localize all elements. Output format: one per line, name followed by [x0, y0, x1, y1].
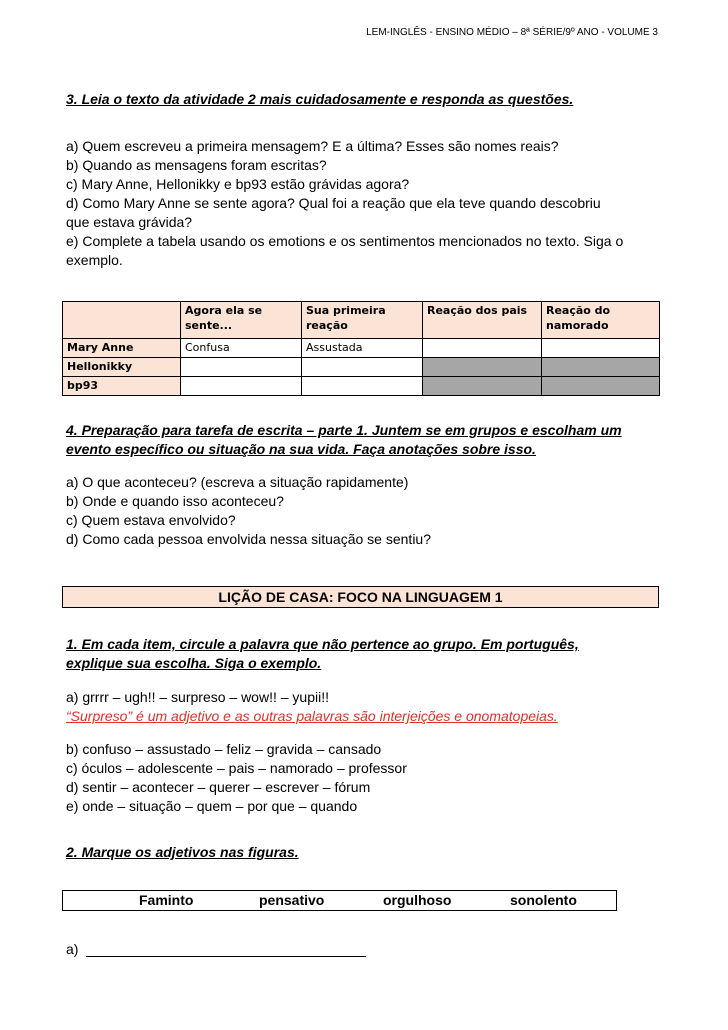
homework-1-title: [66, 635, 579, 673]
question-3-item: e) Complete a tabela usando os emotions e os sentimentos mencionados no texto. Siga o: [66, 233, 624, 249]
homework-1-example-answer: “Surpreso” é um adjetivo e as outras palavras são interjeições e onomatopeias.: [66, 708, 558, 724]
homework-1-item[interactable]: e) onde – situação – quem – por que – quando: [66, 798, 358, 814]
question-4-title-line: 4. Preparação para tarefa de escrita – parte 1. Juntem se em grupos e escolham um: [66, 422, 622, 438]
table-header-cell: Sua primeira reação: [302, 302, 423, 339]
table-cell[interactable]: [181, 358, 302, 377]
answer-label: a): [66, 941, 79, 957]
question-4-title-line: evento específico ou situação na sua vida. Faça anotações sobre isso.: [66, 441, 536, 457]
table-header-cell: Agora ela se sente...: [181, 302, 302, 339]
page-header: LEM-INGLÊS - ENSINO MÉDIO – 8ª SÉRIE/9º ANO - VOLUME 3: [366, 27, 658, 38]
table-row: [63, 377, 660, 396]
question-4-item: a) O que aconteceu? (escreva a situação rapidamente): [66, 474, 409, 490]
table-cell[interactable]: [302, 377, 423, 396]
table-cell-disabled: [423, 358, 542, 377]
question-4-items: [66, 473, 666, 549]
table-row-header: Hellonikky: [63, 358, 181, 377]
question-4-item: b) Onde e quando isso aconteceu?: [66, 493, 284, 509]
table-cell[interactable]: [423, 339, 542, 358]
answer-line-a: [66, 941, 366, 957]
table-cell[interactable]: Assustada: [302, 339, 423, 358]
table-cell[interactable]: [181, 377, 302, 396]
table-cell-disabled: [423, 377, 542, 396]
question-3-item: a) Quem escreveu a primeira mensagem? E a última? Esses são nomes reais?: [66, 138, 559, 154]
table-row: [63, 339, 660, 358]
table-cell[interactable]: Confusa: [181, 339, 302, 358]
question-4-item: c) Quem estava envolvido?: [66, 512, 236, 528]
table-row-header: Mary Anne: [63, 339, 181, 358]
homework-banner: LIÇÃO DE CASA: FOCO NA LINGUAGEM 1: [62, 586, 659, 608]
homework-1-example: [66, 688, 666, 726]
question-3-item: b) Quando as mensagens foram escritas?: [66, 157, 327, 173]
homework-1-title-line: explique sua escolha. Siga o exemplo.: [66, 655, 322, 671]
table-header-row: [63, 302, 660, 339]
homework-1-items: [66, 740, 666, 816]
table-cell-disabled: [542, 377, 660, 396]
question-3-item: d) Como Mary Anne se sente agora? Qual foi a reação que ela teve quando descobriu: [66, 195, 601, 211]
table-header-cell: Reação do namorado: [542, 302, 660, 339]
table-cell[interactable]: [302, 358, 423, 377]
homework-1-example-item: a) grrrr – ugh!! – surpreso – wow!! – yupii!!: [66, 689, 329, 705]
question-3-item: que estava grávida?: [66, 214, 193, 230]
table-row-header: bp93: [63, 377, 181, 396]
adjective-word: orgulhoso: [383, 892, 452, 908]
homework-2-title: 2. Marque os adjetivos nas figuras.: [66, 844, 299, 860]
homework-1-item[interactable]: d) sentir – acontecer – querer – escrever – fórum: [66, 779, 371, 795]
question-3-item: c) Mary Anne, Hellonikky e bp93 estão grávidas agora?: [66, 176, 410, 192]
table-header-cell: Reação dos pais: [423, 302, 542, 339]
homework-1-title-line: 1. Em cada item, circule a palavra que não pertence ao grupo. Em português,: [66, 636, 579, 652]
question-3-items: [66, 137, 666, 270]
table-header-cell: [63, 302, 181, 339]
answer-blank-line[interactable]: [86, 942, 366, 957]
table-cell-disabled: [542, 358, 660, 377]
feelings-table: [62, 301, 660, 396]
table-row: [63, 358, 660, 377]
question-4-title: [66, 421, 622, 459]
question-3-title: 3. Leia o texto da atividade 2 mais cuidadosamente e responda as questões.: [66, 91, 574, 107]
question-3-item: exemplo.: [66, 252, 123, 268]
adjective-word: Faminto: [139, 892, 194, 908]
table-cell[interactable]: [542, 339, 660, 358]
question-4-item: d) Como cada pessoa envolvida nessa situação se sentiu?: [66, 531, 431, 547]
adjective-word: sonolento: [510, 892, 577, 908]
adjective-word: pensativo: [259, 892, 325, 908]
adjectives-box: [62, 890, 617, 911]
homework-1-item[interactable]: b) confuso – assustado – feliz – gravida – cansado: [66, 741, 382, 757]
homework-1-item[interactable]: c) óculos – adolescente – pais – namorado – professor: [66, 760, 407, 776]
